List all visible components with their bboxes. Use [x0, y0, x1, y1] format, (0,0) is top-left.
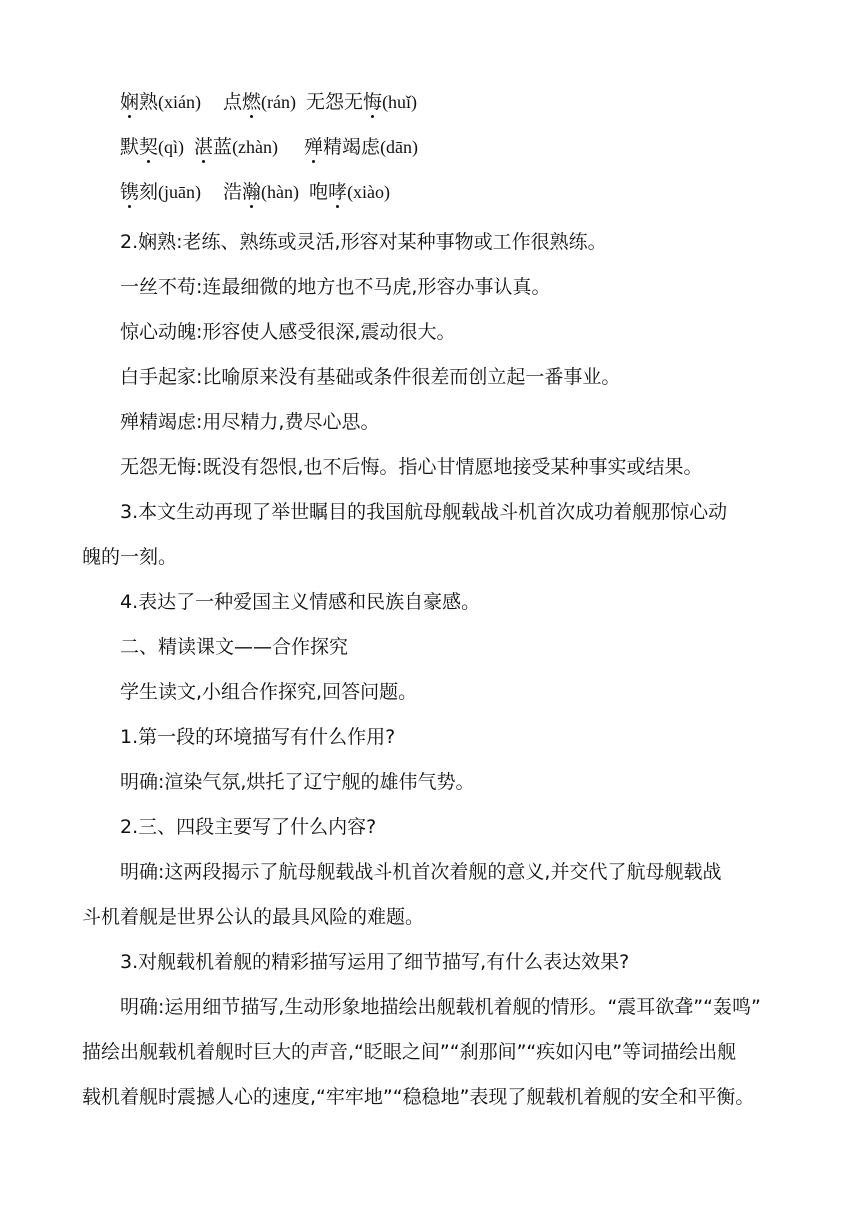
emphasis-dot-char: 娴 — [120, 91, 140, 113]
answer-line: 明确:运用细节描写,生动形象地描绘出舰载机着舰的情形。“震耳欲聋”“轰鸣” — [120, 996, 761, 1018]
answer-line: 明确:渲染气氛,烘托了辽宁舰的雄伟气势。 — [120, 771, 475, 793]
emphasis-dot-char: 燃 — [242, 91, 262, 113]
pinyin-annotation: (xiào) — [347, 182, 391, 202]
question-line: 3.对舰载机着舰的精彩描写运用了细节描写,有什么表达效果? — [120, 951, 630, 973]
pinyin-annotation: (qì) — [158, 137, 185, 157]
pinyin-annotation: (rán) — [261, 92, 297, 112]
paragraph-line: 学生读文,小组合作探究,回答问题。 — [120, 681, 418, 703]
pinyin-word: 殚精竭虑(dān) — [304, 136, 419, 158]
emphasis-dot-char: 悔 — [363, 91, 383, 113]
pinyin-word: 镌刻(juān) — [120, 181, 202, 203]
answer-line: 斗机着舰是世界公认的最具风险的难题。 — [82, 906, 425, 928]
pinyin-annotation: (zhàn) — [232, 137, 279, 157]
emphasis-dot-char: 殚 — [304, 136, 324, 158]
paragraph-line: 4.表达了一种爱国主义情感和民族自豪感。 — [120, 591, 481, 613]
definition-line: 白手起家:比喻原来没有基础或条件很差而创立起一番事业。 — [120, 366, 621, 388]
pinyin-annotation: (hàn) — [261, 182, 300, 202]
question-line: 2.三、四段主要写了什么内容? — [120, 816, 377, 838]
section-heading: 二、精读课文——合作探究 — [120, 636, 349, 658]
answer-line: 描绘出舰载机着舰时巨大的声音,“眨眼之间”“刹那间”“疾如闪电”等词描绘出舰 — [82, 1041, 737, 1063]
pinyin-annotation: (huǐ) — [382, 92, 418, 112]
answer-line: 载机着舰时震撼人心的速度,“牢牢地”“稳稳地”表现了舰载机着舰的安全和平衡。 — [82, 1086, 755, 1108]
definition-line: 一丝不苟:连最细微的地方也不马虎,形容办事认真。 — [120, 276, 551, 298]
pinyin-row — [0, 180, 860, 204]
question-line: 1.第一段的环境描写有什么作用? — [120, 726, 396, 748]
pinyin-word: 浩瀚(hàn) — [223, 181, 300, 203]
paragraph-line: 魄的一刻。 — [82, 546, 178, 568]
emphasis-dot-char: 镌 — [120, 181, 140, 203]
pinyin-word: 点燃(rán) — [223, 91, 297, 113]
pinyin-row — [0, 90, 860, 114]
answer-line: 明确:这两段揭示了航母舰载战斗机首次着舰的意义,并交代了航母舰载战 — [120, 861, 722, 883]
definition-line: 无怨无悔:既没有怨恨,也不后悔。指心甘情愿地接受某种事实或结果。 — [120, 456, 703, 478]
definition-line: 2.娴熟:老练、熟练或灵活,形容对某种事物或工作很熟练。 — [120, 231, 607, 253]
emphasis-dot-char: 湛 — [194, 136, 214, 158]
pinyin-annotation: (xián) — [158, 92, 202, 112]
pinyin-word: 无怨无悔(huǐ) — [306, 91, 418, 113]
pinyin-word: 咆哮(xiào) — [309, 181, 391, 203]
pinyin-row — [0, 135, 860, 159]
pinyin-word: 默契(qì) — [120, 136, 185, 158]
emphasis-dot-char: 哮 — [328, 181, 348, 203]
pinyin-word: 湛蓝(zhàn) — [194, 136, 279, 158]
paragraph-line: 3.本文生动再现了举世瞩目的我国航母舰载战斗机首次成功着舰那惊心动 — [120, 501, 728, 523]
emphasis-dot-char: 瀚 — [242, 181, 262, 203]
definition-line: 惊心动魄:形容使人感受很深,震动很大。 — [120, 321, 456, 343]
pinyin-annotation: (juān) — [158, 182, 202, 202]
definition-line: 殚精竭虑:用尽精力,费尽心思。 — [120, 411, 380, 433]
pinyin-annotation: (dān) — [380, 137, 419, 157]
pinyin-word: 娴熟(xián) — [120, 91, 202, 113]
emphasis-dot-char: 契 — [139, 136, 159, 158]
